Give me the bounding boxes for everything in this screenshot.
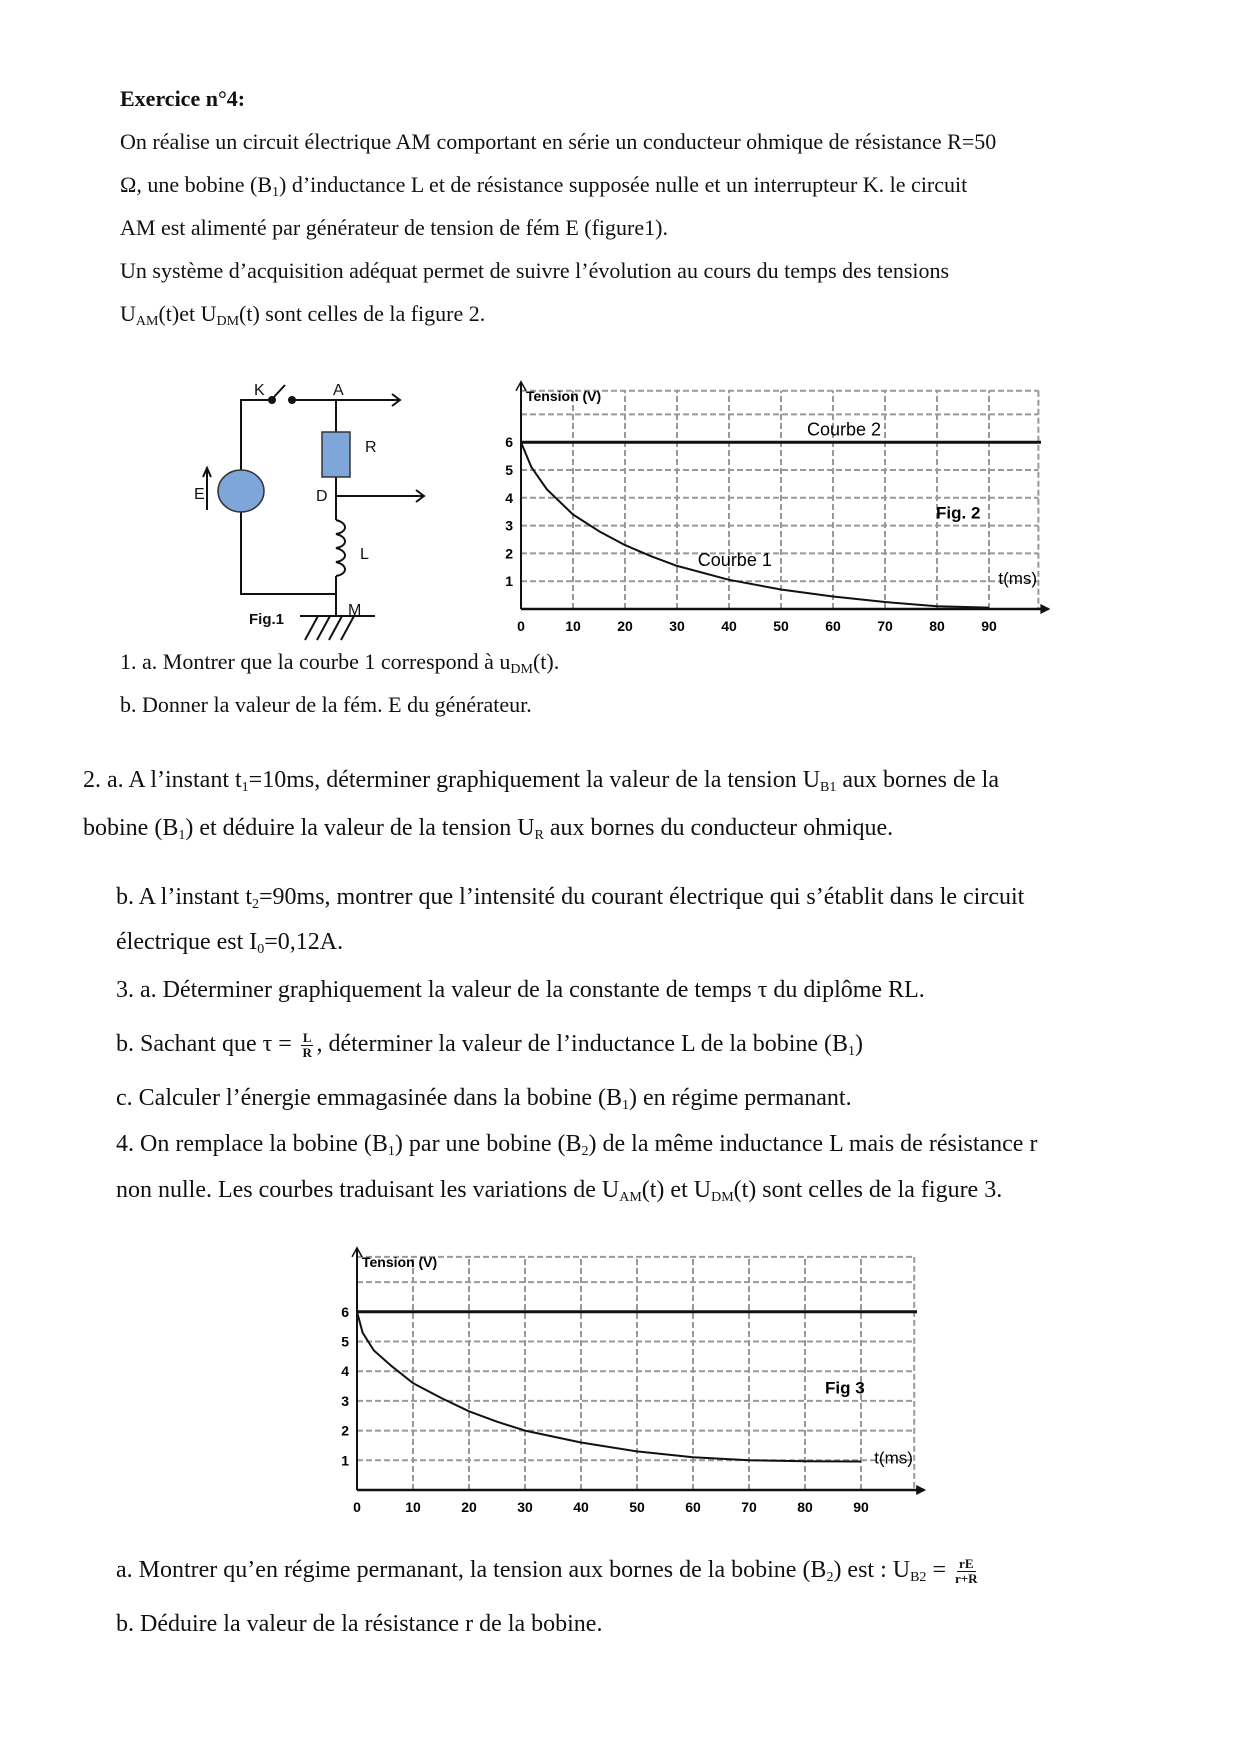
text: ) <box>855 1031 864 1058</box>
subscript: B2 <box>910 1570 927 1586</box>
numerator: rE <box>959 1556 974 1571</box>
question-2b-line2 <box>116 929 343 955</box>
subscript: 1 <box>622 1098 630 1113</box>
text: ) par une bobine (B <box>394 1131 582 1157</box>
x-tick-label: 90 <box>853 1499 869 1515</box>
x-tick-label: 90 <box>981 618 997 634</box>
text: , déterminer la valeur de l’inductance L de la bobine (B <box>316 1031 849 1058</box>
text: ) d’inductance L et de résistance supposée nulle et un interrupteur K. le circuit <box>279 172 968 197</box>
label-D: D <box>316 488 328 505</box>
question-2a-line2 <box>83 815 893 841</box>
intro-line-3: AM est alimenté par générateur de tension de fém E (figure1). <box>120 215 668 240</box>
text: (t)et U <box>158 301 217 326</box>
x-axis-label: t(ms) <box>998 568 1038 588</box>
x-tick-label: 30 <box>517 1499 533 1515</box>
text: a. Montrer qu’en régime permanant, la tension aux bornes de la bobine (B <box>116 1557 827 1584</box>
x-axis-arrow <box>916 1485 926 1495</box>
intro-line-4: Un système d’acquisition adéquat permet de suivre l’évolution au cours du temps des tensions <box>120 258 950 283</box>
x-tick-label: 0 <box>517 618 525 634</box>
label-M: M <box>348 602 362 619</box>
subscript: R <box>534 828 544 843</box>
series-line-u-dm <box>357 1312 861 1462</box>
text: bobine (B <box>83 815 179 841</box>
question-4-line1 <box>116 1131 1037 1157</box>
y-tick-label: 6 <box>505 434 513 451</box>
figure-label: Fig 3 <box>825 1378 865 1398</box>
x-tick-label: 50 <box>773 618 789 634</box>
label-K: K <box>254 382 265 399</box>
subscript: AM <box>135 314 159 329</box>
y-tick-label: 4 <box>341 1363 349 1380</box>
numerator: L <box>302 1030 312 1045</box>
question-2b-line1 <box>116 884 1024 910</box>
x-tick-label: 70 <box>741 1499 757 1515</box>
text: aux bornes de la <box>836 767 999 793</box>
x-axis-label: t(ms) <box>874 1448 913 1468</box>
text: (t) sont celles de la figure 2. <box>239 301 486 326</box>
y-tick-label: 1 <box>341 1452 349 1469</box>
y-tick-label: 5 <box>505 462 513 478</box>
y-tick-label: 2 <box>341 1422 349 1439</box>
text: ) de la même inductance L mais de résistance r <box>588 1131 1038 1157</box>
label-R: R <box>365 439 377 456</box>
x-tick-label: 60 <box>825 618 841 634</box>
question-4b: b. Déduire la valeur de la résistance r de la bobine. <box>116 1611 603 1637</box>
denominator: r+R <box>954 1571 978 1586</box>
subscript: DM <box>711 1190 734 1205</box>
subscript: 1 <box>387 1144 395 1159</box>
subscript: 1 <box>241 780 249 795</box>
question-4a <box>116 1557 981 1586</box>
y-axis-label: Tension (V) <box>526 387 602 404</box>
label-A: A <box>333 382 344 399</box>
x-tick-label: 10 <box>405 1499 421 1515</box>
denominator: R <box>302 1045 312 1060</box>
label-L: L <box>360 546 369 563</box>
figure-label: Fig. 2 <box>936 503 981 523</box>
text: b. A l’instant t <box>116 884 253 910</box>
question-3c <box>116 1085 852 1111</box>
y-tick-label: 3 <box>505 517 513 534</box>
y-tick-label: 1 <box>505 573 513 590</box>
series-label: Courbe 2 <box>807 419 882 440</box>
y-tick-label: 5 <box>341 1333 349 1350</box>
fraction-L-over-R <box>301 1031 314 1060</box>
subscript: DM <box>216 314 240 329</box>
text: électrique est I <box>116 929 258 955</box>
text: ) est : U <box>833 1557 911 1584</box>
subscript: 0 <box>257 942 265 957</box>
y-axis-label: Tension (V) <box>362 1253 438 1270</box>
exercise-title: Exercice n°4: <box>120 86 246 111</box>
question-2a-line1 <box>83 767 999 793</box>
text: Ω, une bobine (B <box>120 172 272 197</box>
label-E: E <box>194 486 205 503</box>
series-label: Courbe 1 <box>697 549 772 570</box>
question-3b <box>116 1031 863 1060</box>
x-tick-label: 0 <box>353 1499 361 1515</box>
x-tick-label: 20 <box>461 1499 477 1515</box>
x-tick-label: 30 <box>669 618 685 634</box>
text: ) en régime permanant. <box>629 1085 852 1111</box>
x-tick-label: 50 <box>629 1499 645 1515</box>
text: = <box>926 1557 952 1584</box>
question-1b: b. Donner la valeur de la fém. E du générateur. <box>120 692 532 717</box>
question-1a <box>120 649 559 675</box>
subscript: 2 <box>581 1144 589 1159</box>
text: (t) et U <box>641 1177 712 1203</box>
text: 4. On remplace la bobine (B <box>116 1131 388 1157</box>
x-tick-label: 20 <box>617 618 633 634</box>
y-tick-label: 6 <box>341 1303 349 1320</box>
y-tick-label: 4 <box>505 489 513 506</box>
text: (t) sont celles de la figure 3. <box>733 1177 1003 1203</box>
x-tick-label: 80 <box>797 1499 813 1515</box>
text: 1. a. Montrer que la courbe 1 correspond à u <box>120 649 511 674</box>
subscript: 2 <box>252 897 260 912</box>
text: aux bornes du conducteur ohmique. <box>543 815 894 841</box>
text: On réalise un circuit électrique AM comportant en série un conducteur ohmique de résistance R=50 <box>120 129 997 154</box>
x-tick-label: 40 <box>573 1499 589 1515</box>
question-3a: 3. a. Déterminer graphiquement la valeur de la constante de temps τ du diplôme RL. <box>116 977 925 1003</box>
x-tick-label: 70 <box>877 618 893 634</box>
x-tick-label: 60 <box>685 1499 701 1515</box>
fig1-caption: Fig.1 <box>249 611 285 628</box>
text: c. Calculer l’énergie emmagasinée dans la bobine (B <box>116 1085 623 1111</box>
x-tick-label: 40 <box>721 618 737 634</box>
text: b. Sachant que τ = <box>116 1031 298 1058</box>
y-tick-label: 2 <box>505 545 513 562</box>
text: =90ms, montrer que l’intensité du courant électrique qui s’établit dans le circuit <box>259 884 1025 910</box>
fraction-rE-over-rR <box>955 1557 978 1586</box>
subscript: 2 <box>826 1570 834 1586</box>
text: non nulle. Les courbes traduisant les variations de U <box>116 1177 620 1203</box>
question-4-line2 <box>116 1177 1002 1203</box>
x-tick-label: 10 <box>565 618 581 634</box>
subscript: 1 <box>272 185 279 200</box>
subscript: AM <box>619 1190 642 1205</box>
x-tick-label: 80 <box>929 618 945 634</box>
subscript: B1 <box>820 780 837 795</box>
text: 2. a. A l’instant t <box>83 767 242 793</box>
text: =0,12A. <box>264 929 344 955</box>
subscript: DM <box>510 662 533 677</box>
text: =10ms, déterminer graphiquement la valeur de la tension U <box>248 767 821 793</box>
text: U <box>120 301 136 326</box>
y-tick-label: 3 <box>341 1392 349 1409</box>
subscript: 1 <box>178 828 186 843</box>
text: ) et déduire la valeur de la tension U <box>185 815 535 841</box>
subscript: 1 <box>848 1044 856 1060</box>
text: (t). <box>532 649 560 674</box>
